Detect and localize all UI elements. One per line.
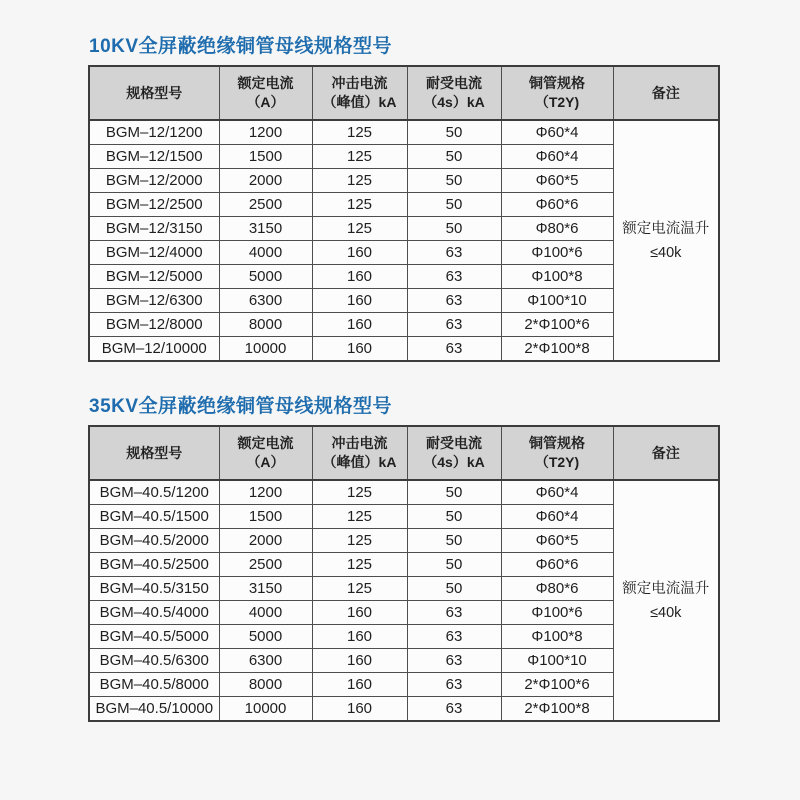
cell-rated-current: 1200 bbox=[219, 120, 312, 145]
col-header-line: 耐受电流 bbox=[426, 75, 482, 91]
cell-model: BGM–12/1500 bbox=[89, 145, 219, 169]
cell-withstand-current: 50 bbox=[407, 145, 501, 169]
cell-model: BGM–40.5/10000 bbox=[89, 697, 219, 722]
cell-tube-spec: Φ60*4 bbox=[501, 120, 613, 145]
spec-row bbox=[89, 120, 719, 145]
cell-impulse-current: 125 bbox=[312, 120, 407, 145]
cell-withstand-current: 63 bbox=[407, 313, 501, 337]
cell-impulse-current: 125 bbox=[312, 480, 407, 505]
cell-tube-spec: 2*Φ100*6 bbox=[501, 313, 613, 337]
col-header-rated-current bbox=[219, 66, 312, 120]
cell-rated-current: 1500 bbox=[219, 145, 312, 169]
cell-impulse-current: 160 bbox=[312, 697, 407, 722]
cell-rated-current: 5000 bbox=[219, 625, 312, 649]
cell-withstand-current: 50 bbox=[407, 577, 501, 601]
cell-withstand-current: 50 bbox=[407, 480, 501, 505]
cell-withstand-current: 63 bbox=[407, 697, 501, 722]
col-header-line: 额定电流 bbox=[237, 75, 294, 91]
col-header-tube-spec bbox=[501, 426, 613, 480]
remark-line: ≤40k bbox=[650, 244, 682, 261]
col-header-line: （T2Y) bbox=[534, 94, 580, 110]
cell-withstand-current: 50 bbox=[407, 193, 501, 217]
cell-impulse-current: 125 bbox=[312, 193, 407, 217]
cell-tube-spec: Φ100*8 bbox=[501, 265, 613, 289]
cell-tube-spec: Φ60*4 bbox=[501, 480, 613, 505]
cell-tube-spec: Φ60*4 bbox=[501, 505, 613, 529]
cell-tube-spec: 2*Φ100*6 bbox=[501, 673, 613, 697]
section-title-35kv: 35KV全屏蔽绝缘铜管母线规格型号 bbox=[89, 396, 393, 417]
remark-line: 额定电流温升 bbox=[622, 580, 710, 597]
section-title-10kv: 10KV全屏蔽绝缘铜管母线规格型号 bbox=[89, 36, 393, 57]
col-header-rated-current bbox=[219, 426, 312, 480]
col-header-line: 规格型号 bbox=[126, 84, 183, 101]
cell-impulse-current: 125 bbox=[312, 577, 407, 601]
cell-rated-current: 6300 bbox=[219, 289, 312, 313]
cell-impulse-current: 160 bbox=[312, 265, 407, 289]
cell-model: BGM–40.5/1500 bbox=[89, 505, 219, 529]
col-header-line: （峰值）kA bbox=[322, 454, 397, 470]
cell-rated-current: 3150 bbox=[219, 217, 312, 241]
cell-impulse-current: 125 bbox=[312, 169, 407, 193]
cell-model: BGM–12/1200 bbox=[89, 120, 219, 145]
col-header-remark bbox=[613, 426, 719, 480]
cell-rated-current: 2500 bbox=[219, 193, 312, 217]
col-header-line: （4s）kA bbox=[423, 94, 485, 110]
col-header-line: （A） bbox=[246, 94, 285, 110]
col-header-line: 耐受电流 bbox=[426, 435, 482, 451]
cell-rated-current: 2000 bbox=[219, 529, 312, 553]
col-header-withstand-current bbox=[407, 66, 501, 120]
col-header-line: （4s）kA bbox=[423, 454, 485, 470]
header-row bbox=[89, 66, 719, 120]
cell-withstand-current: 63 bbox=[407, 625, 501, 649]
cell-withstand-current: 63 bbox=[407, 241, 501, 265]
col-header-line: 规格型号 bbox=[126, 444, 183, 461]
cell-tube-spec: Φ80*6 bbox=[501, 577, 613, 601]
cell-rated-current: 4000 bbox=[219, 601, 312, 625]
cell-rated-current: 3150 bbox=[219, 577, 312, 601]
cell-rated-current: 10000 bbox=[219, 697, 312, 722]
spec-section-35kv bbox=[88, 396, 800, 722]
col-header-model bbox=[89, 426, 219, 480]
cell-withstand-current: 50 bbox=[407, 505, 501, 529]
remark-line: ≤40k bbox=[650, 604, 682, 621]
cell-tube-spec: Φ100*6 bbox=[501, 241, 613, 265]
cell-tube-spec: Φ100*6 bbox=[501, 601, 613, 625]
col-header-line: （A） bbox=[246, 454, 285, 470]
cell-model: BGM–12/8000 bbox=[89, 313, 219, 337]
cell-impulse-current: 125 bbox=[312, 529, 407, 553]
cell-impulse-current: 160 bbox=[312, 601, 407, 625]
col-header-line: 冲击电流 bbox=[331, 435, 388, 451]
cell-tube-spec: Φ100*10 bbox=[501, 649, 613, 673]
cell-tube-spec: Φ60*4 bbox=[501, 145, 613, 169]
cell-rated-current: 8000 bbox=[219, 313, 312, 337]
cell-rated-current: 2500 bbox=[219, 553, 312, 577]
col-header-line: 备注 bbox=[651, 444, 680, 461]
cell-tube-spec: Φ80*6 bbox=[501, 217, 613, 241]
cell-tube-spec: Φ60*5 bbox=[501, 169, 613, 193]
cell-model: BGM–40.5/8000 bbox=[89, 673, 219, 697]
spec-row bbox=[89, 480, 719, 505]
header-row bbox=[89, 426, 719, 480]
col-header-remark bbox=[613, 66, 719, 120]
cell-model: BGM–12/10000 bbox=[89, 337, 219, 362]
cell-remark bbox=[613, 480, 719, 721]
cell-impulse-current: 160 bbox=[312, 625, 407, 649]
cell-remark bbox=[613, 120, 719, 361]
cell-tube-spec: 2*Φ100*8 bbox=[501, 697, 613, 722]
cell-withstand-current: 63 bbox=[407, 265, 501, 289]
cell-impulse-current: 125 bbox=[312, 553, 407, 577]
cell-model: BGM–12/2500 bbox=[89, 193, 219, 217]
cell-tube-spec: 2*Φ100*8 bbox=[501, 337, 613, 362]
col-header-impulse-current bbox=[312, 426, 407, 480]
cell-impulse-current: 160 bbox=[312, 241, 407, 265]
cell-model: BGM–12/6300 bbox=[89, 289, 219, 313]
col-header-line: 备注 bbox=[651, 84, 680, 101]
cell-withstand-current: 50 bbox=[407, 217, 501, 241]
col-header-line: 冲击电流 bbox=[331, 75, 388, 91]
cell-tube-spec: Φ60*6 bbox=[501, 193, 613, 217]
cell-impulse-current: 160 bbox=[312, 673, 407, 697]
col-header-line: （峰值）kA bbox=[322, 94, 397, 110]
cell-model: BGM–40.5/1200 bbox=[89, 480, 219, 505]
cell-rated-current: 4000 bbox=[219, 241, 312, 265]
cell-impulse-current: 160 bbox=[312, 289, 407, 313]
cell-model: BGM–12/3150 bbox=[89, 217, 219, 241]
cell-model: BGM–40.5/3150 bbox=[89, 577, 219, 601]
cell-impulse-current: 160 bbox=[312, 313, 407, 337]
col-header-line: 铜管规格 bbox=[529, 435, 585, 451]
cell-rated-current: 8000 bbox=[219, 673, 312, 697]
cell-impulse-current: 125 bbox=[312, 217, 407, 241]
cell-withstand-current: 50 bbox=[407, 120, 501, 145]
cell-withstand-current: 63 bbox=[407, 289, 501, 313]
cell-withstand-current: 63 bbox=[407, 673, 501, 697]
cell-tube-spec: Φ60*6 bbox=[501, 553, 613, 577]
cell-rated-current: 5000 bbox=[219, 265, 312, 289]
remark-line: 额定电流温升 bbox=[622, 220, 710, 237]
cell-impulse-current: 125 bbox=[312, 505, 407, 529]
cell-model: BGM–40.5/2000 bbox=[89, 529, 219, 553]
cell-withstand-current: 50 bbox=[407, 553, 501, 577]
col-header-line: 铜管规格 bbox=[529, 75, 585, 91]
cell-model: BGM–12/4000 bbox=[89, 241, 219, 265]
cell-withstand-current: 63 bbox=[407, 601, 501, 625]
cell-tube-spec: Φ100*10 bbox=[501, 289, 613, 313]
cell-model: BGM–12/5000 bbox=[89, 265, 219, 289]
col-header-model bbox=[89, 66, 219, 120]
col-header-withstand-current bbox=[407, 426, 501, 480]
cell-rated-current: 1500 bbox=[219, 505, 312, 529]
col-header-line: 额定电流 bbox=[237, 435, 294, 451]
spec-section-10kv bbox=[88, 36, 800, 362]
cell-tube-spec: Φ100*8 bbox=[501, 625, 613, 649]
cell-rated-current: 2000 bbox=[219, 169, 312, 193]
cell-model: BGM–12/2000 bbox=[89, 169, 219, 193]
spec-table-10kv bbox=[88, 65, 720, 362]
cell-model: BGM–40.5/2500 bbox=[89, 553, 219, 577]
cell-rated-current: 1200 bbox=[219, 480, 312, 505]
cell-model: BGM–40.5/4000 bbox=[89, 601, 219, 625]
cell-impulse-current: 125 bbox=[312, 145, 407, 169]
cell-impulse-current: 160 bbox=[312, 337, 407, 362]
cell-rated-current: 10000 bbox=[219, 337, 312, 362]
cell-tube-spec: Φ60*5 bbox=[501, 529, 613, 553]
col-header-line: （T2Y) bbox=[534, 454, 580, 470]
cell-withstand-current: 50 bbox=[407, 529, 501, 553]
cell-impulse-current: 160 bbox=[312, 649, 407, 673]
cell-withstand-current: 63 bbox=[407, 649, 501, 673]
spec-table-35kv bbox=[88, 425, 720, 722]
cell-withstand-current: 50 bbox=[407, 169, 501, 193]
col-header-impulse-current bbox=[312, 66, 407, 120]
col-header-tube-spec bbox=[501, 66, 613, 120]
cell-model: BGM–40.5/5000 bbox=[89, 625, 219, 649]
cell-rated-current: 6300 bbox=[219, 649, 312, 673]
cell-withstand-current: 63 bbox=[407, 337, 501, 362]
cell-model: BGM–40.5/6300 bbox=[89, 649, 219, 673]
